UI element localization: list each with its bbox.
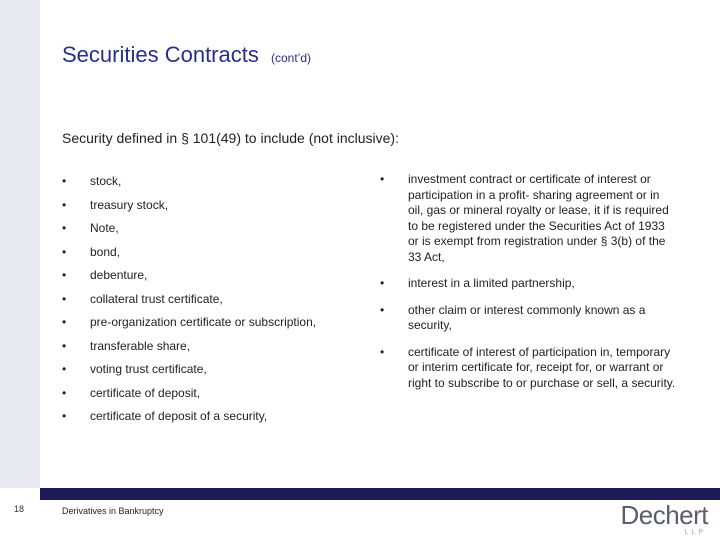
list-item-text: voting trust certificate,	[90, 362, 207, 376]
list-item	[62, 315, 362, 331]
page-number: 18	[14, 504, 25, 514]
footer-text: Derivatives in Bankruptcy	[62, 506, 164, 516]
bullet-icon: •	[62, 174, 67, 188]
bullet-icon: •	[380, 172, 385, 186]
list-item	[62, 221, 362, 237]
footer-band	[0, 488, 720, 500]
list-item	[62, 174, 362, 190]
right-bullet-list	[380, 172, 676, 402]
bullet-icon: •	[62, 197, 67, 212]
list-item-text: other claim or interest commonly known as a security,	[408, 302, 646, 332]
list-item-text: transferable share,	[90, 338, 191, 353]
list-item-text: certificate of deposit,	[90, 385, 201, 400]
bullet-icon: •	[62, 315, 67, 329]
list-item	[62, 292, 362, 308]
list-item-text: stock,	[90, 174, 122, 188]
slide-title-text: Securities Contracts	[62, 42, 259, 67]
bullet-icon: •	[62, 409, 67, 423]
left-decorative-bar	[0, 0, 40, 488]
bullet-icon: •	[380, 302, 385, 317]
slide-title	[62, 42, 311, 68]
bullet-icon: •	[380, 276, 385, 290]
list-item	[62, 362, 362, 378]
intro-text: Security defined in § 101(49) to include (not inclusive):	[62, 130, 399, 146]
list-item-text: treasury stock,	[90, 197, 169, 212]
bullet-icon: •	[62, 362, 67, 376]
list-item-text: pre-organization certificate or subscription,	[90, 315, 317, 329]
list-item	[380, 172, 676, 265]
bullet-icon: •	[62, 291, 67, 306]
dechert-logo-suffix: LLP	[684, 529, 706, 536]
list-item	[62, 409, 362, 425]
list-item-text: certificate of interest of participation in, temporary or interim certificate for, receipt for, or warrant or right to subscribe to or purchase or sell, a security.	[408, 344, 676, 390]
list-item-text: interest in a limited partnership,	[408, 276, 575, 290]
list-item	[62, 245, 362, 261]
list-item	[380, 276, 676, 292]
list-item	[62, 198, 362, 214]
dechert-logo: Dechert	[620, 500, 708, 530]
left-bullet-list	[62, 174, 362, 433]
list-item	[62, 339, 362, 355]
list-item-text: debenture,	[90, 268, 148, 282]
list-item	[380, 345, 676, 392]
list-item	[62, 268, 362, 284]
list-item	[380, 303, 676, 334]
list-item	[62, 386, 362, 402]
bullet-icon: •	[380, 344, 385, 359]
list-item-text: investment contract or certificate of interest or participation in a profit- sharing agreement or in oil, gas or mineral royalty or lease, it if is required to be registered under the Securities Act of 1933 or is exempt from registration under § 3(b) of the 33 Act,	[408, 172, 669, 264]
list-item-text: certificate of deposit of a security,	[90, 409, 268, 423]
list-item-text: Note,	[90, 221, 119, 235]
bullet-icon: •	[62, 221, 67, 235]
bullet-icon: •	[62, 244, 67, 259]
footer-band-gap	[0, 488, 40, 500]
bullet-icon: •	[62, 385, 67, 400]
list-item-text: collateral trust certificate,	[90, 291, 223, 306]
bullet-icon: •	[62, 338, 67, 353]
list-item-text: bond,	[90, 244, 121, 259]
bullet-icon: •	[62, 268, 67, 282]
slide-subtitle: (cont’d)	[270, 51, 311, 65]
